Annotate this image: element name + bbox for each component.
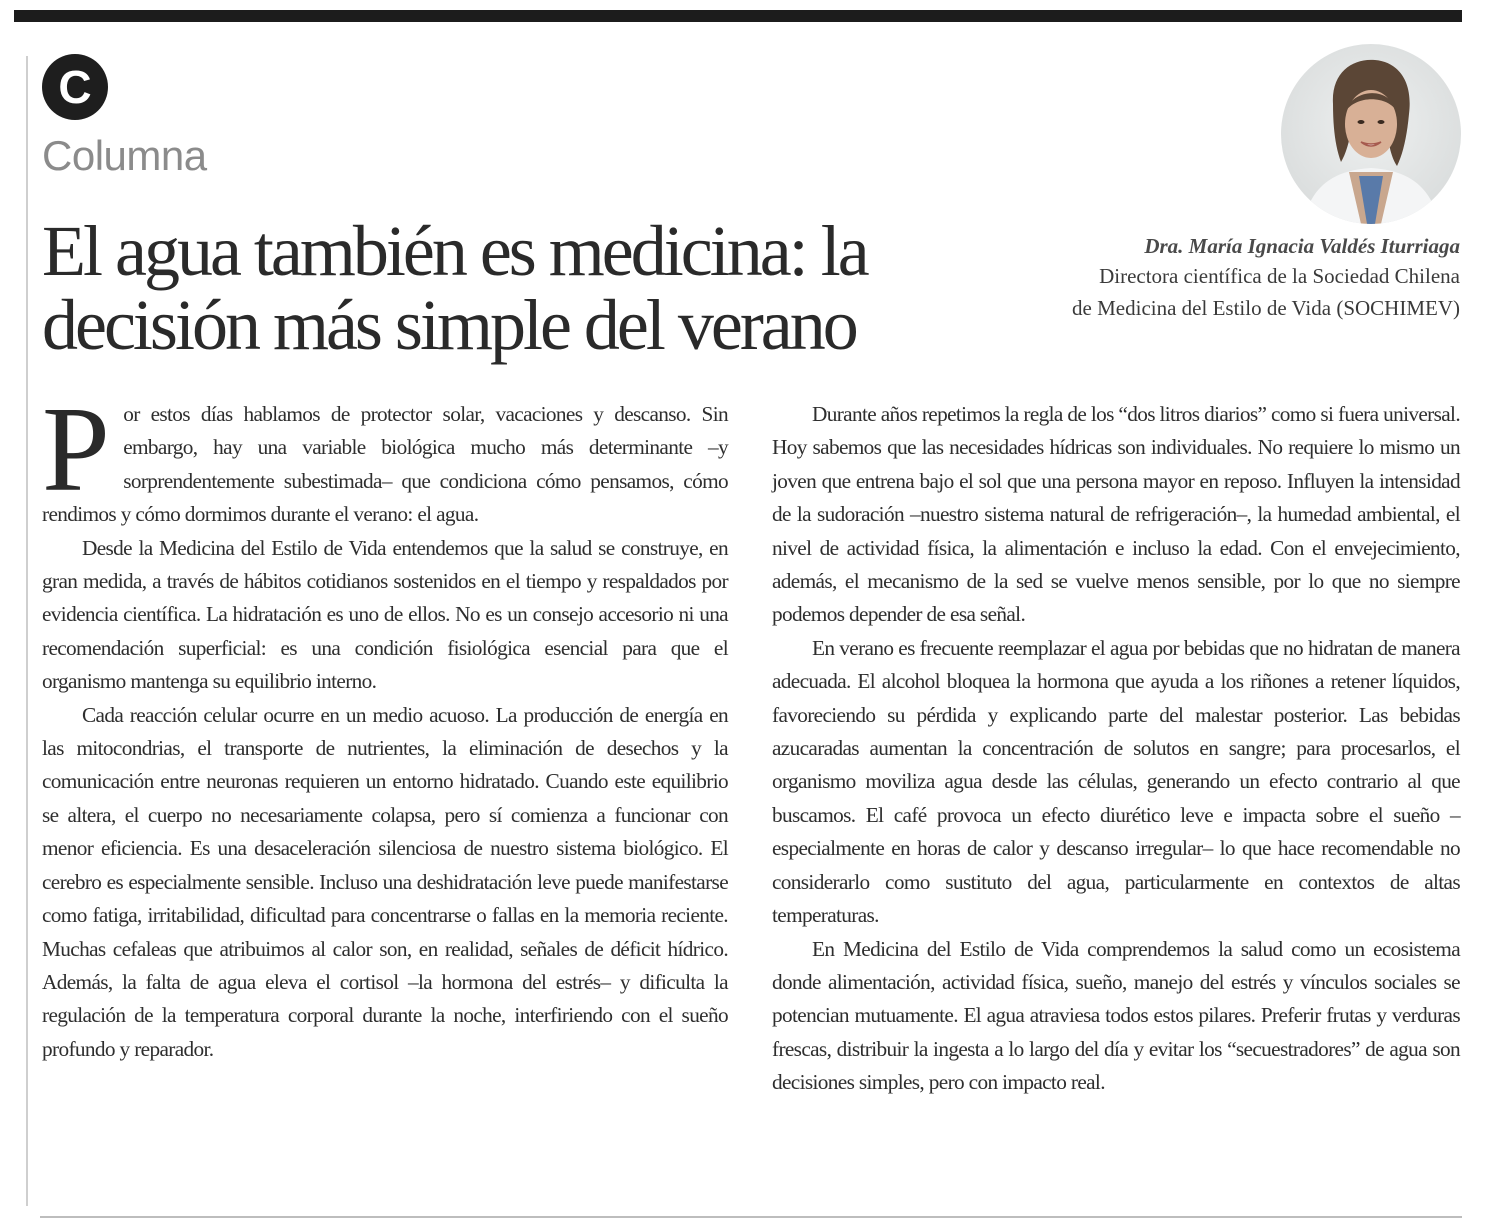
author-photo: [1281, 44, 1461, 224]
paragraph-3: Cada reacción celular ocurre en un medio acuoso. La producción de energía en las mitocondrias, el transporte de nutrientes, la eliminación de desechos y la comunicación entre neuronas requieren un entorno hidratado. Cuando este equilibrio se altera, el cuerpo no necesariamente colapsa, pero sí comienza a funcionar con menor eficiencia. Es una desaceleración silenciosa de nuestro sistema biológico. El cerebro es especialmente sensible. Incluso una deshidratación leve puede manifestarse como fatiga, irritabilidad, dificultad para concentrarse o fallas en la memoria reciente. Muchas cefaleas que atribuimos al calor son, en realidad, señales de déficit hídrico. Además, la falta de agua eleva el cortisol –la hormona del estrés– y dificulta la regulación de la temperatura corporal durante la noche, interfiriendo con el sueño profundo y reparador.: [42, 702, 728, 1061]
paragraph-1-text: or estos días hablamos de protector solar, vacaciones y descanso. Sin embargo, hay una variable biológica mucho más determinante –y sorprendentemente subestimada– que condiciona cómo pensamos, cómo rendimos y cómo dormimos durante el verano: el agua.: [42, 402, 728, 527]
section-badge: C: [42, 54, 108, 120]
top-rule: [14, 10, 1462, 22]
paragraph-4: Durante años repetimos la regla de los “dos litros diarios” como si fuera universal. Hoy sabemos que las necesidades hídricas son individuales. No requiere lo mismo un joven que entrena bajo el sol que una persona mayor en reposo. Influyen la intensidad de la sudoración –nuestro sistema natural de refrigeración–, la humedad ambiental, el nivel de actividad física, la alimentación e incluso la edad. Con el envejecimiento, además, el mecanismo de la sed se vuelve menos sensible, por lo que no siempre podemos depender de esa señal.: [772, 402, 1460, 627]
bottom-rule: [40, 1216, 1462, 1218]
author-role-line-1: Directora científica de la Sociedad Chilena: [1099, 264, 1460, 288]
author-role-line-2: de Medicina del Estilo de Vida (SOCHIMEV): [1072, 296, 1460, 320]
drop-cap: P: [42, 382, 110, 517]
article-column-left: [42, 382, 728, 1066]
paragraph-5: En verano es frecuente reemplazar el agua por bebidas que no hidratan de manera adecuada. El alcohol bloquea la hormona que ayuda a los riñones a retener líquidos, favoreciendo su pérdida y explicando parte del malestar posterior. Las bebidas azucaradas aumentan la concentración de solutos en sangre; para procesarlos, el organismo moviliza agua desde las células, generando un efecto contrario al que buscamos. El café provoca un efecto diurético leve e impacta sobre el sueño –especialmente en horas de calor y descanso irregular– lo que hace recomendable no considerarlo como sustituto del agua, particularmente en contextos de altas temperaturas.: [772, 635, 1460, 928]
byline: [940, 232, 1460, 324]
article-column-right: [772, 398, 1460, 1100]
paragraph-1: [42, 382, 728, 532]
section-label: Columna: [42, 132, 207, 179]
author-name: Dra. María Ignacia Valdés Iturriaga: [1144, 234, 1460, 258]
left-column-rule: [26, 56, 28, 1206]
headline: El agua también es medicina: la decisión más simple del verano: [42, 211, 867, 365]
paragraph-6: En Medicina del Estilo de Vida comprendemos la salud como un ecosistema donde alimentación, actividad física, sueño, manejo del estrés y vínculos sociales se potencian mutuamente. El agua atraviesa todos estos pilares. Preferir frutas y verduras frescas, distribuir la ingesta a lo largo del día y evitar los “secuestradores” de agua son decisiones simples, pero con impacto real.: [772, 936, 1460, 1095]
paragraph-2: Desde la Medicina del Estilo de Vida entendemos que la salud se construye, en gran medida, a través de hábitos cotidianos sostenidos en el tiempo y respaldados por evidencia científica. La hidratación es uno de ellos. No es un consejo accesorio ni una recomendación superficial: es una condición fisiológica esencial para que el organismo mantenga su equilibrio interno.: [42, 535, 728, 694]
